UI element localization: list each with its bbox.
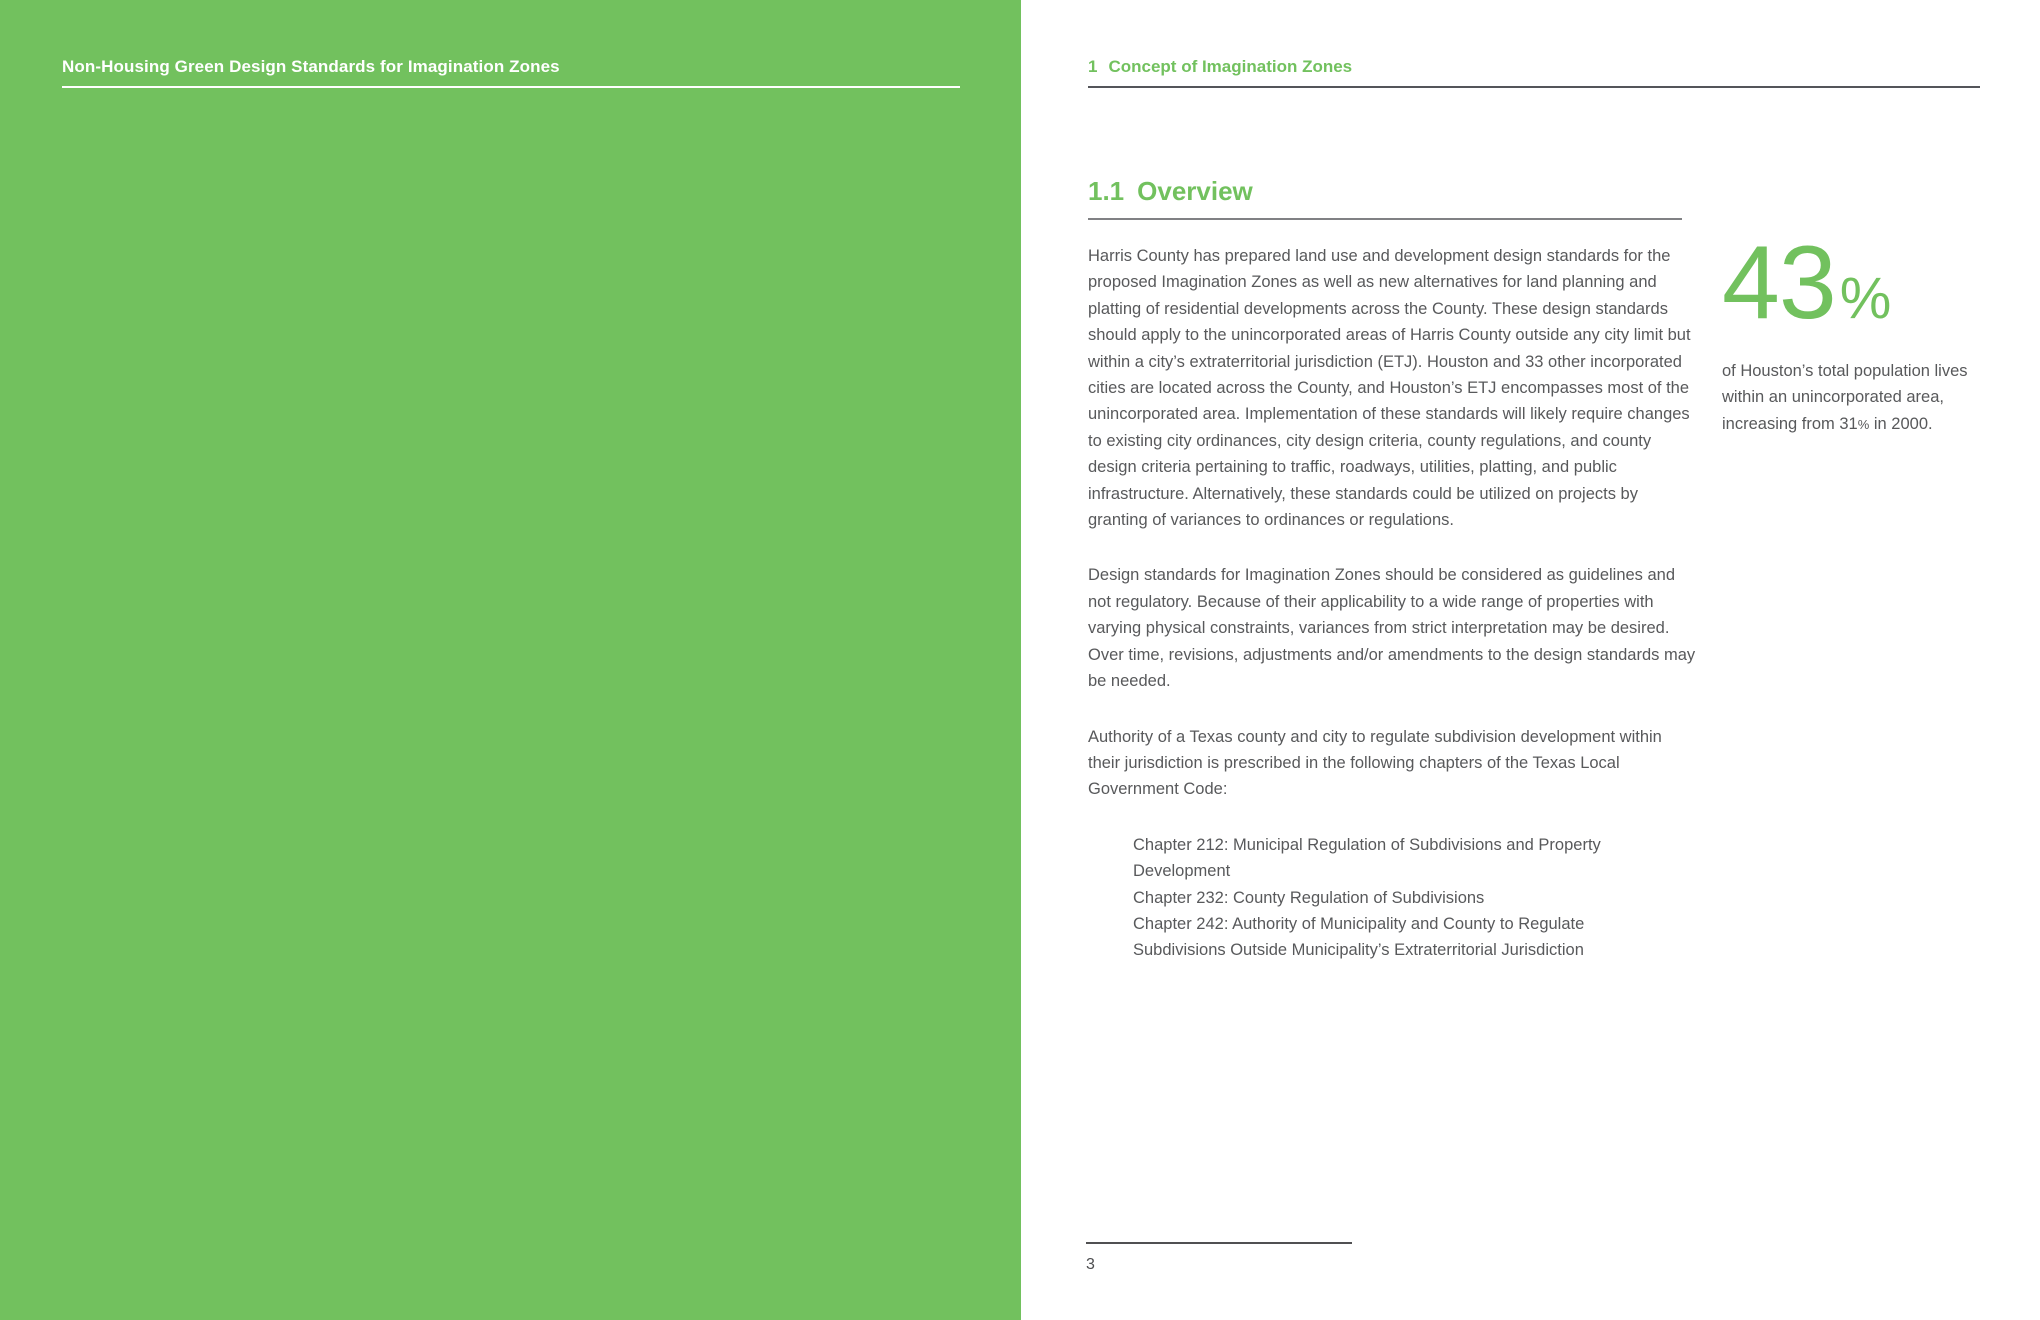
stat-caption-text-2: in 2000. [1869,414,1933,433]
chapter-running-header [1088,57,1352,77]
section-title-text: Overview [1137,176,1253,206]
stat-caption [1722,358,1978,438]
stat-value [1722,225,1990,344]
chapter-list [1133,832,1696,964]
stat-callout [1722,225,1990,438]
section-heading [1088,176,1684,206]
section-number: 1.1 [1088,176,1125,206]
list-item-chapter-232: Chapter 232: County Regulation of Subdivisions [1133,888,1485,907]
stat-value-number: 43 [1722,225,1836,341]
paragraph-overview-2: Design standards for Imagination Zones should be considered as guidelines and not regulatory. Because of their applicability to a wide range of properties with varying physical constraints, variances from strict interpretation may be desired. Over time, revisions, adjustments and/or amendments to the design standards may be needed. [1088,566,1696,691]
chapter-number: 1 [1088,57,1098,76]
stat-caption-text-1: of Houston’s total population lives within an unincorporated area, increasing from 31 [1722,362,1968,433]
paragraph-overview-1: Harris County has prepared land use and development design standards for the proposed Imagination Zones as well as new alternatives for land planning and platting of residential developments across the County. These design standards should apply to the unincorporated areas of Harris County outside any city limit but within a city’s extraterritorial jurisdiction (ETJ). Houston and 33 other incorporated cities are located across the County, and Houston’s ETJ encompasses most of the unincorporated area. Implementation of these standards will likely require changes to existing city ordinances, city design criteria, county regulations, and county design criteria pertaining to traffic, roadways, utilities, platting, and public infrastructure. Alternatively, these standards could be utilized on projects by granting of variances to ordinances or regulations. [1088,247,1691,530]
left-header-rule [62,86,960,88]
left-running-header: Non-Housing Green Design Standards for Imagination Zones [62,57,560,76]
list-item-chapter-242: Chapter 242: Authority of Municipality and County to Regulate Subdivisions Outside Municipality’s Extraterritorial Jurisdiction [1133,914,1585,960]
footnote-rule [1086,1242,1352,1244]
paragraph-overview-3: Authority of a Texas county and city to regulate subdivision development within their jurisdiction is prescribed in the following chapters of the Texas Local Government Code: [1088,727,1662,799]
stat-caption-percent-sign: % [1857,416,1870,432]
page-number: 3 [1086,1256,1095,1273]
section-heading-rule [1088,218,1682,220]
list-item-chapter-212: Chapter 212: Municipal Regulation of Subdivisions and Property Development [1133,835,1601,881]
right-header-rule [1088,86,1980,88]
stat-unit: % [1839,266,1892,331]
chapter-title: Concept of Imagination Zones [1108,57,1353,76]
body-text-column [1088,243,1696,964]
section-heading-block [1088,176,1684,220]
